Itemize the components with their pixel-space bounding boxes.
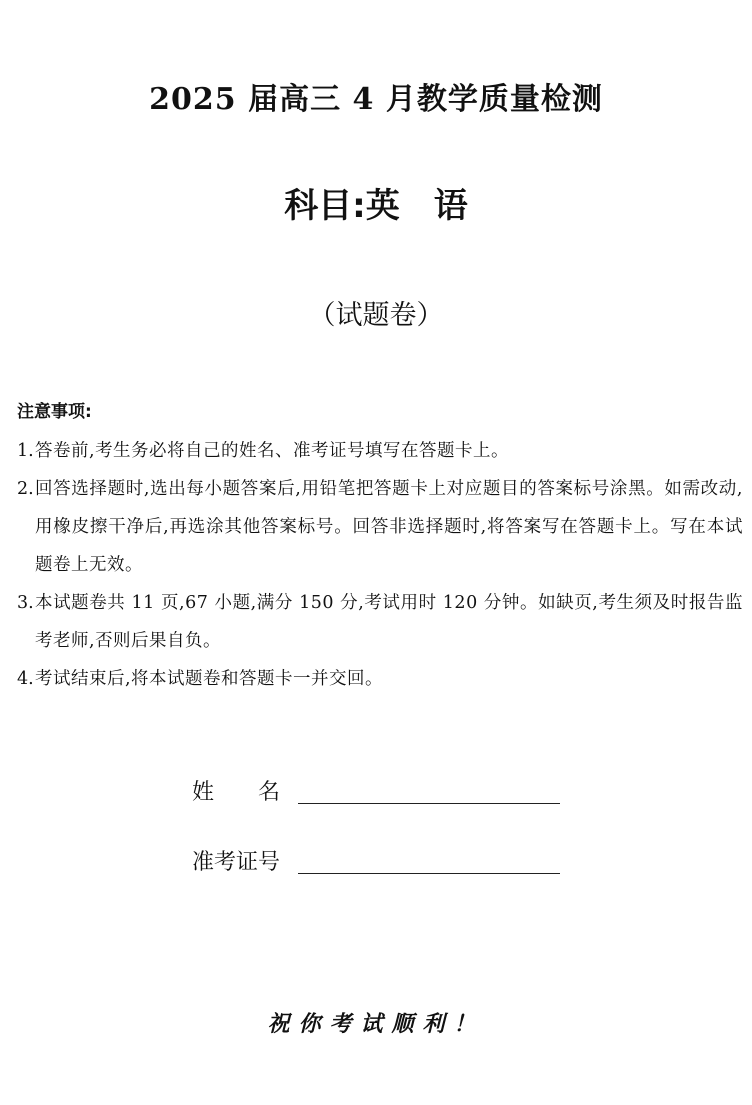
exam-id-field-row <box>192 840 572 880</box>
subject-title: 科目:英 语 <box>284 186 468 226</box>
instruction-item <box>17 470 743 584</box>
instruction-text: 回答选择题时,选出每小题答案后,用铅笔把答题卡上对应题目的答案标号涂黑。如需改动,用橡皮擦干净后,再选涂其他答案标号。回答非选择题时,将答案写在答题卡上。写在本试题卷上无效。 <box>35 479 743 575</box>
exam-id-label: 准考证号 <box>192 850 281 875</box>
candidate-info-fields <box>192 770 572 910</box>
instruction-text: 本试题卷共 11 页,67 小题,满分 150 分,考试用时 120 分钟。如缺页,考生须及时报告监考老师,否则后果自负。 <box>35 593 743 651</box>
instructions-heading: 注意事项: <box>17 402 92 422</box>
instruction-text: 答卷前,考生务必将自己的姓名、准考证号填写在答题卡上。 <box>35 441 510 461</box>
instruction-number: 2. <box>17 479 34 499</box>
paper-type-label: （试题卷） <box>308 300 444 331</box>
name-label: 姓 名 <box>192 780 281 805</box>
instruction-number: 4. <box>17 669 34 689</box>
instruction-item <box>17 660 743 698</box>
instructions-section <box>17 400 743 698</box>
exam-title: 2025 届高三 4 月教学质量检测 <box>149 82 603 117</box>
instruction-item <box>17 584 743 660</box>
instruction-number: 1. <box>17 441 34 461</box>
exam-id-blank-line[interactable] <box>298 873 560 874</box>
instruction-text: 考试结束后,将本试题卷和答题卡一并交回。 <box>35 669 384 689</box>
name-blank-line[interactable] <box>298 803 560 804</box>
instruction-item <box>17 432 743 470</box>
good-luck-message: 祝你考试顺利！ <box>267 1012 485 1037</box>
instruction-number: 3. <box>17 593 34 613</box>
name-field-row <box>192 770 572 810</box>
